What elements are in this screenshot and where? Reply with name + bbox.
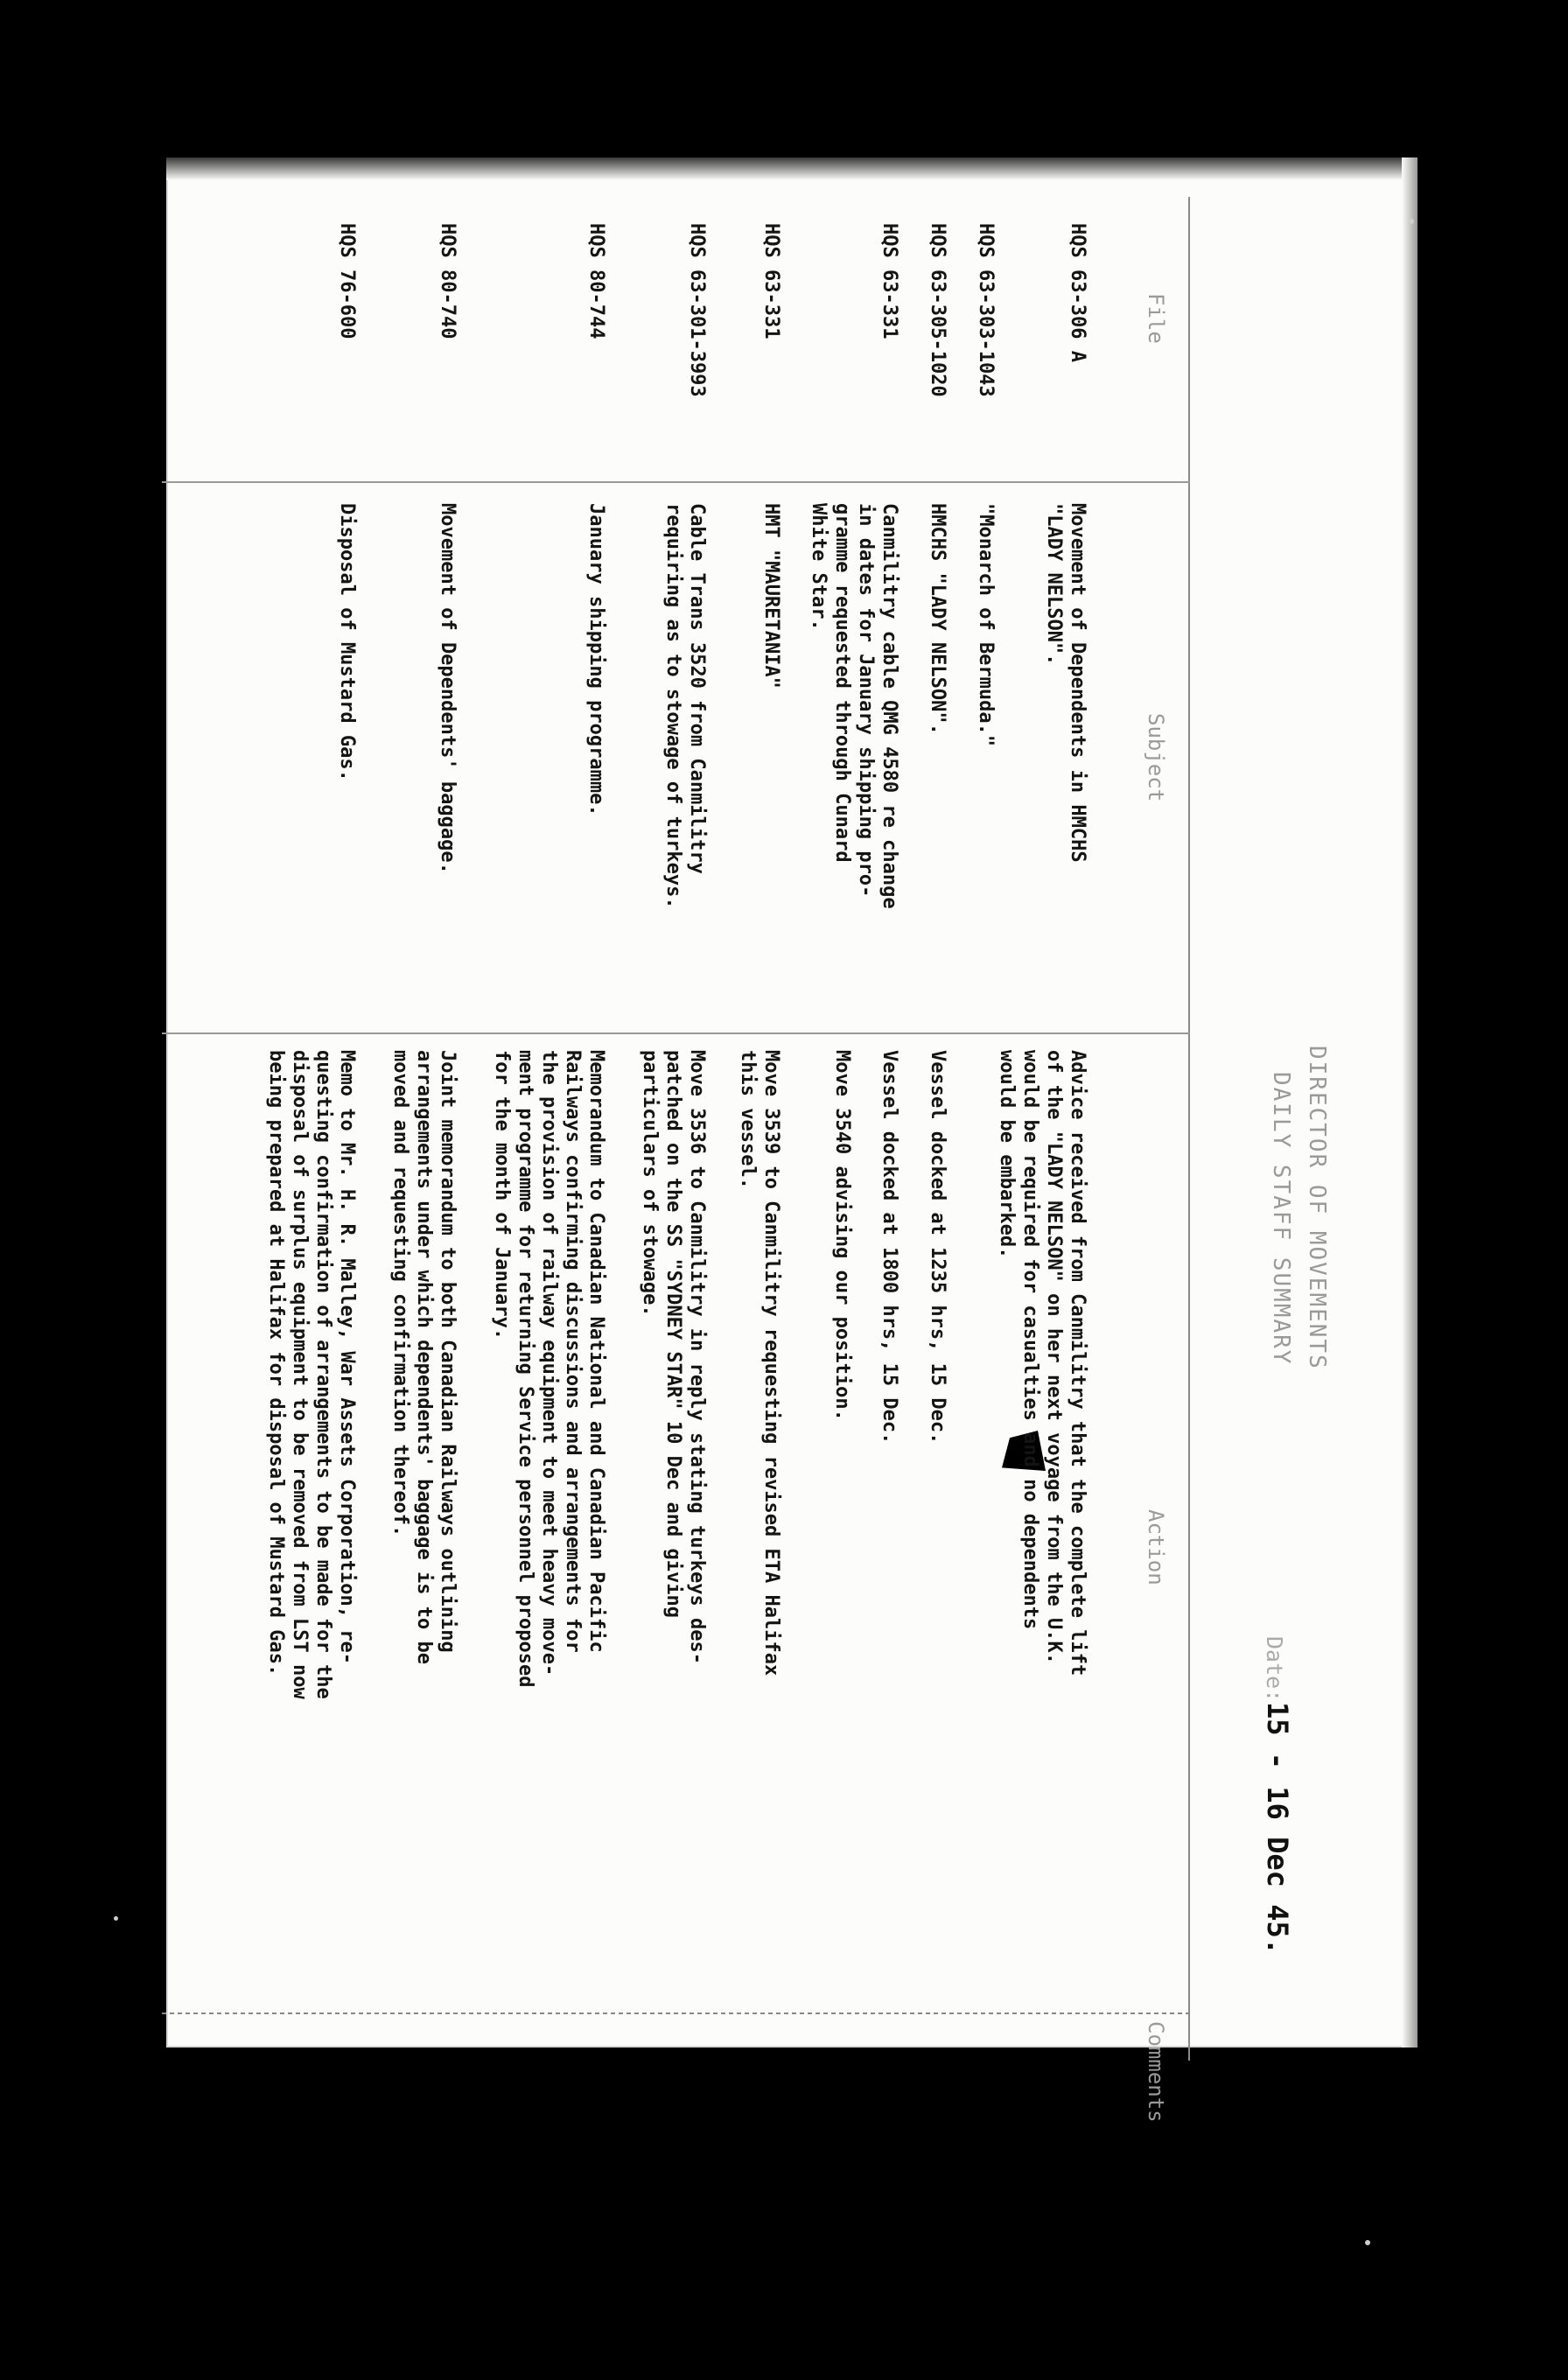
column-header-subject: Subject	[1144, 713, 1168, 802]
file-ref: HQS 63-303-1043	[975, 223, 997, 397]
action-text: Memorandum to Canadian National and Canadian Pacific Railways confirming discussions and arrangements for the provision of railway equipment to meet heavy move- ment programme for returning Service personnel proposed for the month of January.	[491, 1050, 607, 1688]
action-text: Vessel docked at 1800 hrs, 15 Dec. Move 3540 advising our position.	[831, 1050, 900, 1445]
column-header-action: Action	[1144, 1509, 1168, 1586]
file-ref: HQS 80-740	[437, 223, 458, 340]
file-ref: HQS 63-301-3993	[686, 223, 708, 397]
subject-text: Disposal of Mustard Gas.	[336, 503, 358, 781]
file-ref: HQS 63-331	[878, 223, 900, 340]
action-text: Advice received from Canmilitry that the complete lift of the "LADY NELSON" on her next voyage from the U.K. would be required for casualties and no dependents would be embarked.	[996, 1050, 1088, 1676]
column-divider	[162, 2012, 1190, 2014]
dust-speck	[1365, 2240, 1370, 2245]
heading-summary: DAILY STAFF SUMMARY	[1268, 1072, 1294, 1366]
action-text: Vessel docked at 1235 hrs, 15 Dec.	[927, 1050, 948, 1445]
dust-speck	[1409, 219, 1414, 224]
subject-text: Cable Trans 3520 from Canmilitry requiring as to stowage of turkeys.	[662, 503, 708, 909]
file-ref: HQS 76-600	[336, 223, 358, 340]
file-ref: HQS 63-331	[760, 223, 782, 340]
action-text: Move 3536 to Canmilitry in reply stating turkeys des- patched on the SS "SYDNEY STAR" 10 Dec and giving particulars of stowage.	[639, 1050, 708, 1664]
file-ref: HQS 80-744	[585, 223, 607, 340]
header-rule	[1188, 197, 1190, 2061]
date-label: Date:	[1262, 1636, 1287, 1703]
column-divider	[162, 1032, 1190, 1034]
subject-text: Movement of Dependents' baggage.	[437, 503, 458, 874]
column-header-comments: Comments	[1144, 2021, 1168, 2123]
action-text: Memo to Mr. H. R. Malley, War Assets Corporation, re- questing confirmation of arrangements to be made for the disposal of surplus equipment to be removed from LST now being prepared at Halifax for disposal of Mustard Gas.	[265, 1050, 358, 1699]
date-value: 15 - 16 Dec 45.	[1261, 1702, 1294, 1955]
subject-text: Canmilitry cable QMG 4580 re change in dates for January shipping pro- gramme requested through Cunard White Star.	[808, 503, 900, 909]
subject-text: January shipping programme.	[585, 503, 607, 816]
column-header-file: File	[1144, 293, 1168, 344]
heading-directorate: DIRECTOR OF MOVEMENTS	[1304, 1046, 1330, 1370]
dust-speck	[114, 1916, 118, 1921]
subject-text: HMT "MAURETANIA"	[760, 503, 782, 689]
action-text: Joint memorandum to both Canadian Railways outlining arrangements under which dependents' baggage is to be moved and requesting confirmation thereof.	[389, 1050, 458, 1664]
file-ref: HQS 63-306 A	[1067, 223, 1088, 362]
subject-text: Movement of Dependents in HMCHS "LADY NELSON".	[1043, 503, 1088, 863]
staff-summary-sheet	[162, 197, 1343, 2123]
file-ref: HQS 63-305-1020	[927, 223, 948, 397]
subject-text: "Monarch of Bermuda."	[975, 503, 997, 747]
subject-text: HMCHS "LADY NELSON".	[927, 503, 948, 735]
action-text: Move 3539 to Canmilitry requesting revised ETA Halifax this vessel.	[737, 1050, 782, 1676]
column-divider	[162, 481, 1190, 483]
